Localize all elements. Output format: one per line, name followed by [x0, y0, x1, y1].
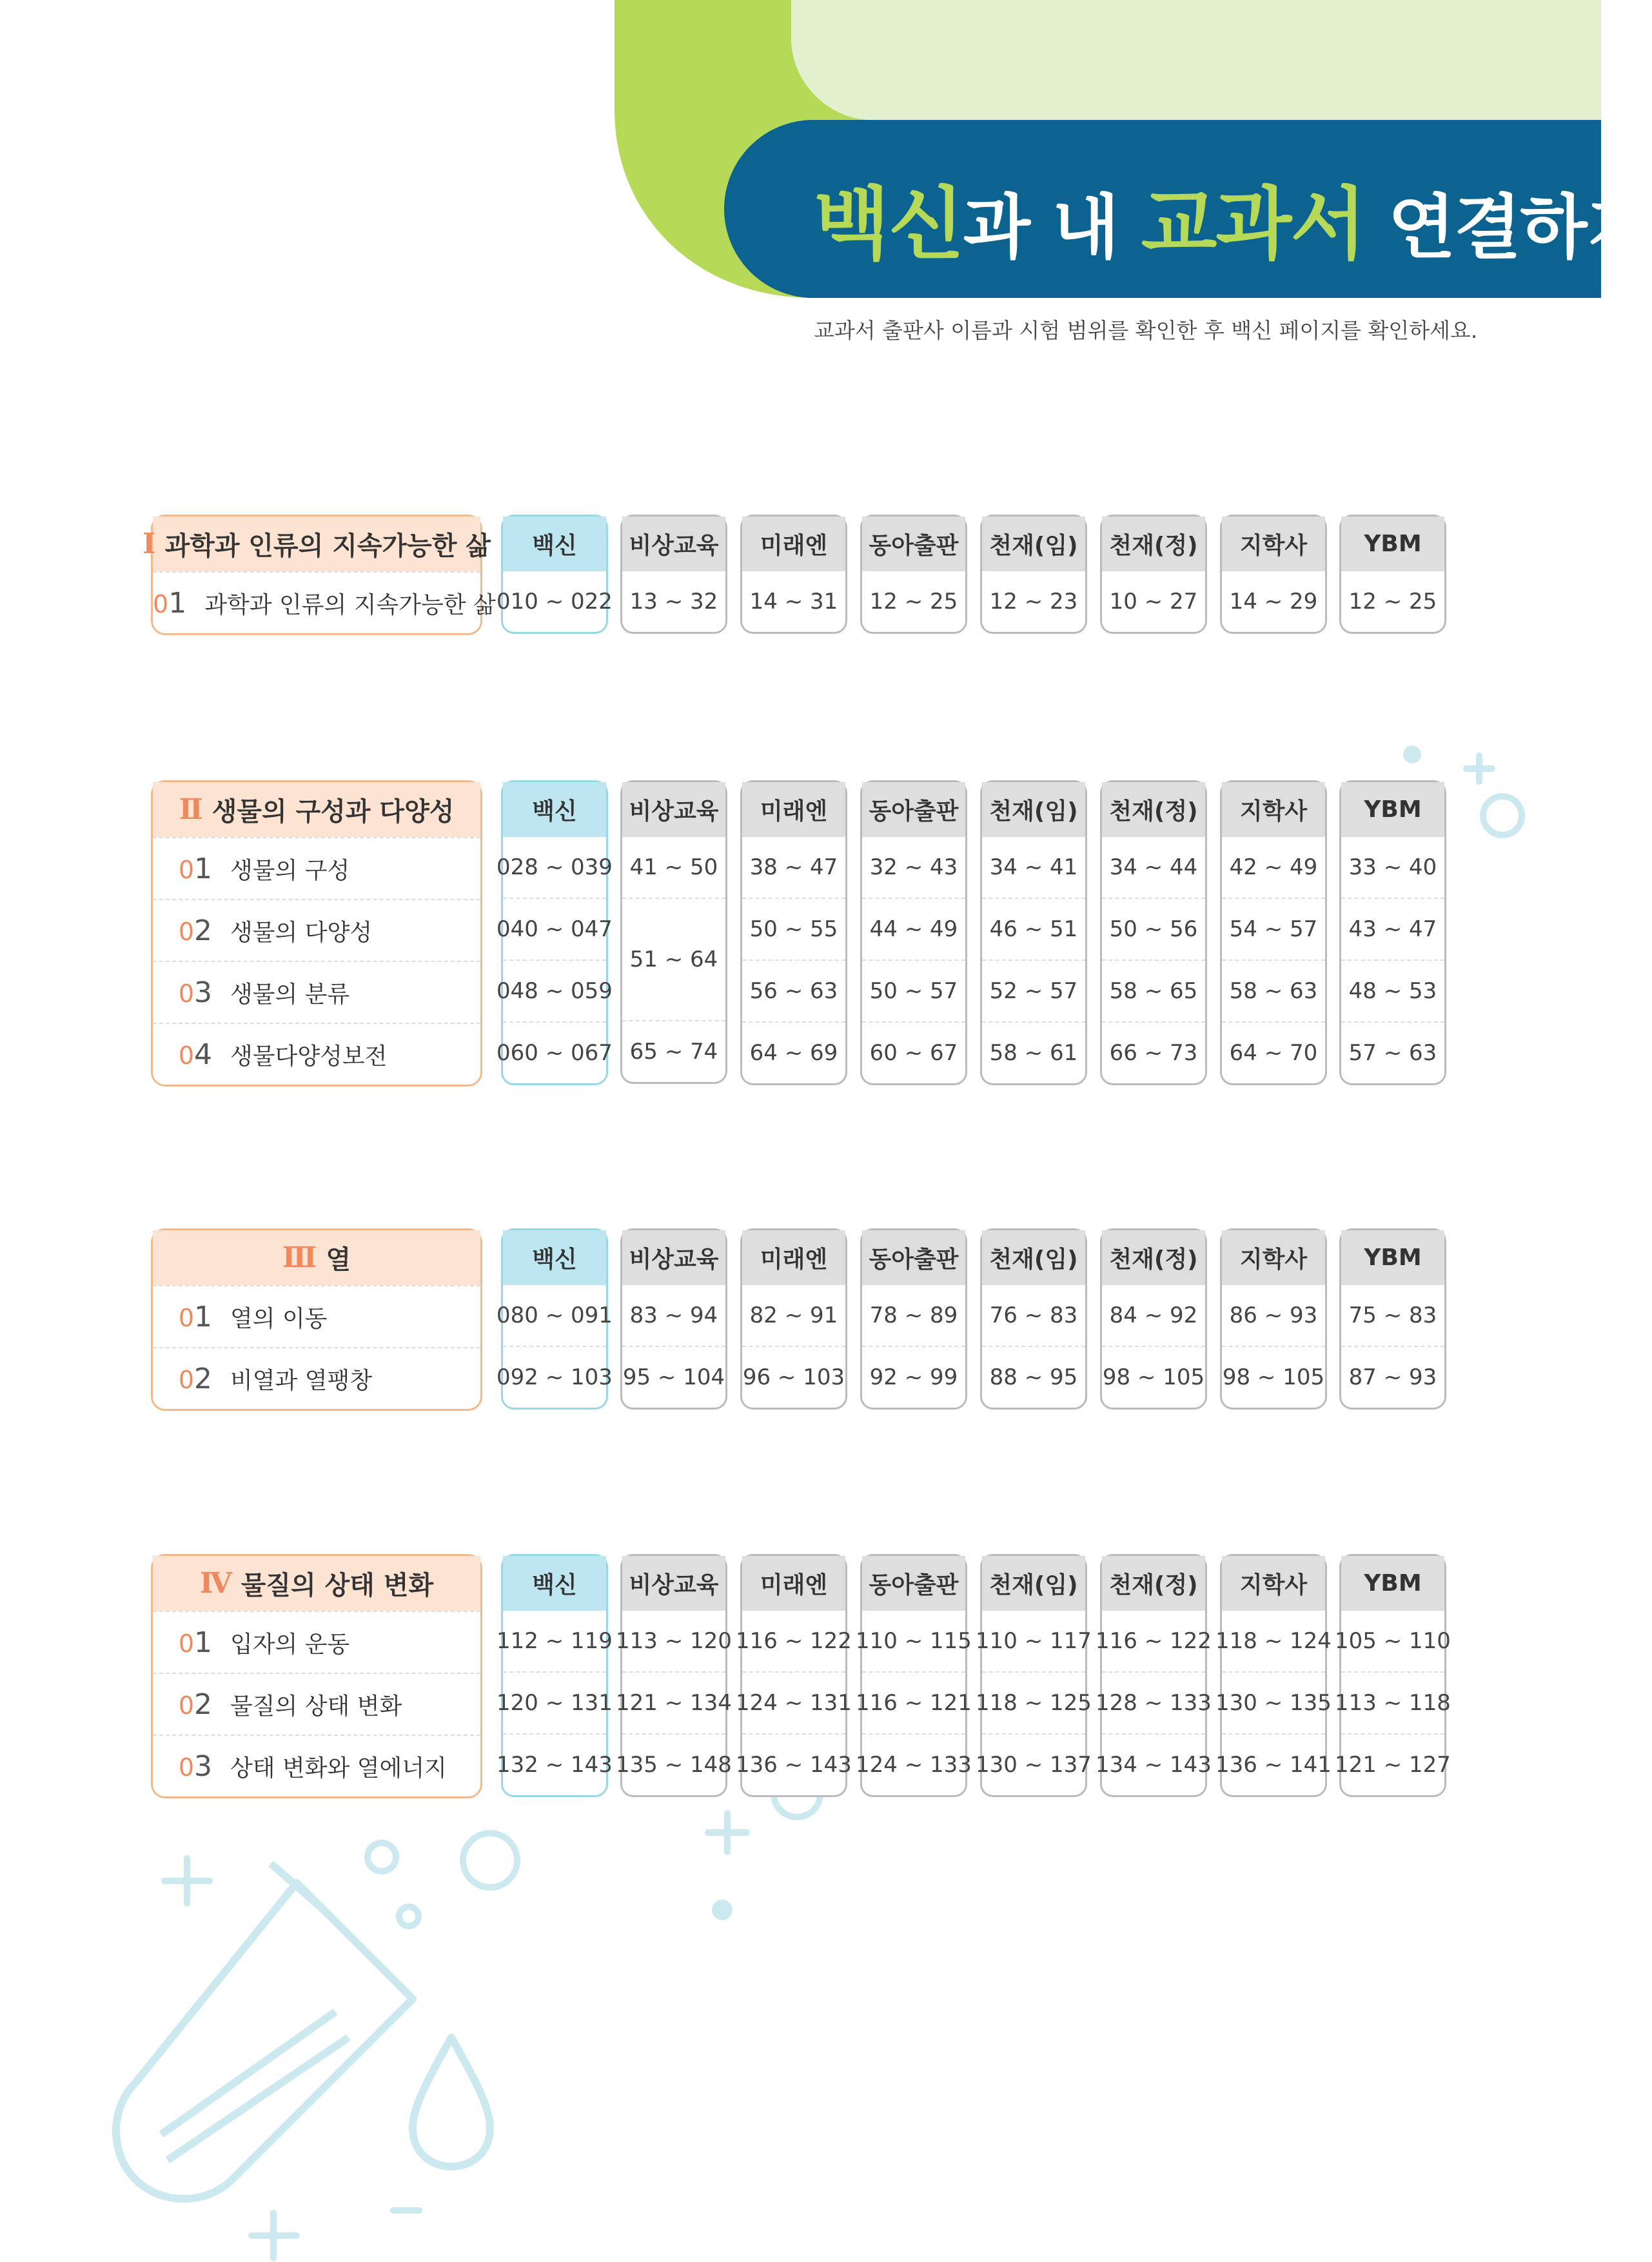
page-range-cell: 60 ~ 67 [862, 1021, 965, 1083]
publisher-column [1096, 1554, 1212, 1797]
chapter-title [153, 1230, 480, 1285]
chapter-title-text: 과학과 인류의 지속가능한 삶 [164, 531, 491, 561]
page-range-cell: 110 ~ 115 [856, 1628, 972, 1654]
publisher-name: YBM [1341, 1230, 1444, 1285]
chapter-box [142, 515, 496, 635]
page-range-cell: 65 ~ 74 [622, 1020, 725, 1082]
page-range-cell: 98 ~ 105 [1102, 1346, 1205, 1408]
unit-number-digit: 1 [194, 1300, 212, 1333]
page-range-cell: 136 ~ 143 [742, 1733, 845, 1795]
publisher-column [620, 515, 727, 634]
page-range-cell: 130 ~ 135 [1222, 1671, 1325, 1733]
chapter-title [153, 1556, 480, 1611]
publisher-column [1339, 515, 1446, 634]
publisher-column [1339, 780, 1446, 1085]
chapter-title [142, 516, 491, 571]
unit-number [153, 1688, 230, 1721]
page-range-cell: 41 ~ 50 [629, 854, 718, 880]
page-range-cell: 14 ~ 29 [1229, 589, 1318, 615]
publisher-column [1220, 780, 1327, 1085]
page-range-cell: 120 ~ 131 [503, 1671, 606, 1733]
page-range-cell: 83 ~ 94 [629, 1303, 718, 1328]
publisher-name: 천재(정) [1102, 1230, 1205, 1285]
page-range-cell: 43 ~ 47 [1341, 898, 1444, 959]
unit-number [153, 587, 204, 620]
unit-number-digit: 4 [194, 1038, 212, 1071]
unit-number-prefix: 0 [178, 1691, 194, 1720]
unit-number [153, 976, 230, 1009]
publisher-name: 동아출판 [862, 516, 965, 571]
page-range-cell: 98 ~ 105 [1222, 1346, 1325, 1408]
publisher-name: 천재(정) [1102, 782, 1205, 837]
unit-number-prefix: 0 [178, 917, 194, 946]
chapter-box [151, 780, 482, 1087]
publisher-name: 천재(정) [1102, 516, 1205, 571]
page-range-cell: 96 ~ 103 [742, 1346, 845, 1408]
unit-title: 생물의 다양성 [230, 919, 373, 946]
page-range-cell: 028 ~ 039 [497, 854, 613, 880]
page-range-cell: 092 ~ 103 [503, 1346, 606, 1408]
chapter-title-text: 열 [326, 1245, 351, 1275]
publisher-column [980, 1228, 1087, 1410]
page-range-cell: 64 ~ 70 [1222, 1021, 1325, 1083]
unit-number-prefix: 0 [178, 1303, 194, 1332]
publisher-name: 동아출판 [862, 1230, 965, 1285]
publisher-column [497, 780, 613, 1085]
page-range-cell: 116 ~ 121 [862, 1671, 965, 1733]
chapter-box [151, 1228, 482, 1411]
publisher-name: 백신 [503, 516, 606, 571]
page-range-cell: 75 ~ 83 [1348, 1303, 1437, 1328]
chapter-title-text: 물질의 상태 변화 [241, 1571, 434, 1600]
chapter-roman-numeral: Ⅲ [282, 1241, 317, 1274]
unit-number-prefix: 0 [178, 979, 194, 1008]
publisher-name: YBM [1341, 516, 1444, 571]
page-range-cell: 14 ~ 31 [749, 589, 838, 615]
chapter-roman-numeral: Ⅱ [179, 793, 203, 826]
publisher-column [1220, 515, 1327, 634]
page-range-cell: 58 ~ 61 [982, 1021, 1085, 1083]
publisher-column [1335, 1554, 1451, 1797]
page-range-cell: 113 ~ 120 [616, 1628, 732, 1654]
page-range-cell: 124 ~ 131 [742, 1671, 845, 1733]
publisher-name: 미래엔 [742, 1230, 845, 1285]
unit-title: 생물다양성보전 [230, 1043, 388, 1070]
page-range-cell: 44 ~ 49 [862, 898, 965, 959]
page-range-cell: 060 ~ 067 [503, 1021, 606, 1083]
publisher-name: 비상교육 [622, 1230, 725, 1285]
unit-row [153, 1735, 480, 1796]
unit-title: 과학과 인류의 지속가능한 삶 [204, 591, 496, 618]
unit-number [153, 914, 230, 947]
bubbles-icon [1466, 756, 1522, 835]
page-range-cell: 010 ~ 022 [497, 589, 613, 615]
publisher-name: 백신 [503, 1230, 606, 1285]
page-range-cell: 121 ~ 127 [1341, 1733, 1444, 1795]
unit-number [153, 852, 230, 885]
page-range-cell: 84 ~ 92 [1109, 1303, 1198, 1328]
publisher-name: 천재(임) [982, 1230, 1085, 1285]
unit-number-digit: 1 [194, 1626, 212, 1659]
publisher-name: 비상교육 [622, 1556, 725, 1611]
page-range-cell: 95 ~ 104 [622, 1346, 725, 1408]
publisher-name: 지학사 [1222, 782, 1325, 837]
page-range-cell: 34 ~ 41 [989, 854, 1078, 880]
page-range-cell: 92 ~ 99 [862, 1346, 965, 1408]
page-range-cell: 50 ~ 57 [862, 959, 965, 1021]
page-range-cell: 76 ~ 83 [989, 1303, 1078, 1328]
page-range-cell: 12 ~ 25 [1348, 589, 1437, 615]
page-range-cell: 38 ~ 47 [749, 854, 838, 880]
publisher-column [856, 1554, 972, 1797]
publisher-name: 백신 [503, 782, 606, 837]
publisher-column [1100, 1228, 1207, 1410]
page-range-cell: 116 ~ 122 [1096, 1628, 1212, 1654]
chapter-box [151, 1554, 482, 1798]
page-range-cell: 105 ~ 110 [1335, 1628, 1451, 1654]
unit-number-digit: 2 [194, 1362, 212, 1395]
page-range-cell: 13 ~ 32 [629, 589, 718, 615]
unit-number-digit: 1 [168, 586, 187, 620]
unit-title: 입자의 운동 [230, 1631, 350, 1658]
page-range-cell: 113 ~ 118 [1341, 1671, 1444, 1733]
page-range-cell: 130 ~ 137 [982, 1733, 1085, 1795]
unit-title: 상태 변화와 열에너지 [230, 1755, 447, 1782]
page-range-cell: 118 ~ 125 [982, 1671, 1085, 1733]
page-range-cell: 64 ~ 69 [742, 1021, 845, 1083]
publisher-column [1215, 1554, 1332, 1797]
publisher-name: 지학사 [1222, 1556, 1325, 1611]
page-range-cell: 51 ~ 64 [622, 898, 725, 1020]
page-range-cell: 87 ~ 93 [1341, 1346, 1444, 1408]
publisher-name: 천재(임) [982, 782, 1085, 837]
unit-number-digit: 1 [194, 852, 212, 885]
page-range-cell: 66 ~ 73 [1102, 1021, 1205, 1083]
publisher-column [1220, 1228, 1327, 1410]
chapter-title-text: 생물의 구성과 다양성 [211, 797, 455, 827]
publisher-name: 천재(임) [982, 516, 1085, 571]
unit-number-digit: 2 [194, 1687, 212, 1721]
publisher-column [620, 780, 727, 1084]
publisher-column [616, 1554, 732, 1797]
page-range-cell: 50 ~ 55 [742, 898, 845, 959]
page-range-cell: 46 ~ 51 [982, 898, 1085, 959]
page-range-cell: 88 ~ 95 [982, 1346, 1085, 1408]
unit-number-prefix: 0 [153, 589, 169, 618]
page-range-cell: 121 ~ 134 [622, 1671, 725, 1733]
unit-row [153, 961, 480, 1023]
unit-row [153, 1673, 480, 1735]
unit-number-digit: 2 [194, 914, 212, 947]
publisher-column [740, 780, 847, 1085]
publisher-column [497, 1554, 613, 1797]
unit-title: 비열과 열팽창 [230, 1367, 373, 1394]
page-range-cell: 134 ~ 143 [1102, 1733, 1205, 1795]
publisher-column [620, 1228, 727, 1410]
publisher-name: 동아출판 [862, 782, 965, 837]
publisher-name: 미래엔 [742, 782, 845, 837]
unit-title: 생물의 구성 [230, 857, 350, 884]
unit-row [153, 899, 480, 961]
publisher-column [497, 515, 613, 634]
unit-row [153, 1347, 480, 1409]
page-range-cell: 33 ~ 40 [1348, 854, 1437, 880]
unit-number-prefix: 0 [178, 1365, 194, 1394]
publisher-name: 미래엔 [742, 516, 845, 571]
page-range-cell: 58 ~ 63 [1222, 959, 1325, 1021]
page-range-cell: 116 ~ 122 [736, 1628, 852, 1654]
unit-number-prefix: 0 [178, 1041, 194, 1070]
page-range-cell: 56 ~ 63 [742, 959, 845, 1021]
page-range-cell: 86 ~ 93 [1229, 1303, 1318, 1328]
publisher-column [1339, 1228, 1446, 1410]
unit-number [153, 1301, 230, 1333]
publisher-column [497, 1228, 613, 1410]
unit-row [153, 1023, 480, 1085]
publisher-name: 천재(임) [982, 1556, 1085, 1611]
unit-number [153, 1626, 230, 1659]
unit-number-prefix: 0 [178, 855, 194, 884]
publisher-column [1100, 515, 1207, 634]
page-title: 백신과 내 교과서 연결하기 [814, 179, 1652, 270]
page-range-cell: 132 ~ 143 [503, 1733, 606, 1795]
test-tube-icon [116, 1864, 490, 2199]
publisher-name: 비상교육 [622, 516, 725, 571]
chapter-roman-numeral: Ⅳ [199, 1567, 232, 1600]
unit-number-digit: 3 [194, 1749, 212, 1783]
page-range-cell: 128 ~ 133 [1102, 1671, 1205, 1733]
page-range-cell: 52 ~ 57 [982, 959, 1085, 1021]
page-range-cell: 82 ~ 91 [749, 1303, 838, 1328]
page-range-cell: 048 ~ 059 [503, 959, 606, 1021]
page-range-cell: 57 ~ 63 [1341, 1021, 1444, 1083]
page-range-cell: 78 ~ 89 [869, 1303, 958, 1328]
page-range-cell: 34 ~ 44 [1109, 854, 1198, 880]
page-range-cell: 110 ~ 117 [976, 1628, 1092, 1654]
publisher-column [740, 515, 847, 634]
publisher-name: YBM [1341, 1556, 1444, 1611]
publisher-name: 동아출판 [862, 1556, 965, 1611]
unit-number-prefix: 0 [178, 1629, 194, 1658]
unit-number [153, 1750, 230, 1783]
unit-number [153, 1038, 230, 1071]
page-range-cell: 12 ~ 23 [989, 589, 1078, 615]
page-subtitle: 교과서 출판사 이름과 시험 범위를 확인한 후 백신 페이지를 확인하세요. [814, 318, 1478, 343]
publisher-name: 비상교육 [622, 782, 725, 837]
publisher-column [860, 515, 967, 634]
publisher-name: 백신 [503, 1556, 606, 1611]
page-range-cell: 42 ~ 49 [1229, 854, 1318, 880]
publisher-column [1100, 780, 1207, 1085]
page-range-cell: 48 ~ 53 [1341, 959, 1444, 1021]
unit-title: 생물의 분류 [230, 981, 350, 1008]
page-range-cell: 118 ~ 124 [1215, 1628, 1332, 1654]
publisher-name: 천재(정) [1102, 1556, 1205, 1611]
publisher-name: 미래엔 [742, 1556, 845, 1611]
page-range-cell: 124 ~ 133 [862, 1733, 965, 1795]
unit-row [153, 837, 480, 899]
page-range-cell: 135 ~ 148 [622, 1733, 725, 1795]
unit-row [153, 1611, 480, 1673]
publisher-column [740, 1228, 847, 1410]
publisher-column [976, 1554, 1092, 1797]
page-range-cell: 50 ~ 56 [1102, 898, 1205, 959]
publisher-column [980, 780, 1087, 1085]
page-range-cell: 040 ~ 047 [503, 898, 606, 959]
page-range-cell: 58 ~ 65 [1102, 959, 1205, 1021]
publisher-column [860, 780, 967, 1085]
publisher-column [860, 1228, 967, 1410]
unit-title: 열의 이동 [230, 1305, 328, 1332]
publisher-name: 지학사 [1222, 1230, 1325, 1285]
unit-title: 물질의 상태 변화 [230, 1693, 402, 1720]
unit-number-prefix: 0 [178, 1753, 194, 1782]
page-range-cell: 136 ~ 141 [1222, 1733, 1325, 1795]
unit-row [153, 1285, 480, 1347]
chapter-title [153, 782, 480, 837]
chapter-roman-numeral: Ⅰ [142, 527, 156, 560]
unit-number-digit: 3 [194, 976, 212, 1009]
publisher-column [980, 515, 1087, 634]
page-range-cell: 10 ~ 27 [1109, 589, 1198, 615]
page-range-cell: 32 ~ 43 [869, 854, 958, 880]
page-range-cell: 112 ~ 119 [497, 1628, 613, 1654]
page-range-cell: 080 ~ 091 [497, 1303, 613, 1328]
page-range-cell: 12 ~ 25 [869, 589, 958, 615]
publisher-name: 지학사 [1222, 516, 1325, 571]
unit-number [153, 1362, 230, 1395]
publisher-name: YBM [1341, 782, 1444, 837]
publisher-column [736, 1554, 852, 1797]
page-range-cell: 54 ~ 57 [1222, 898, 1325, 959]
unit-row [153, 571, 496, 633]
